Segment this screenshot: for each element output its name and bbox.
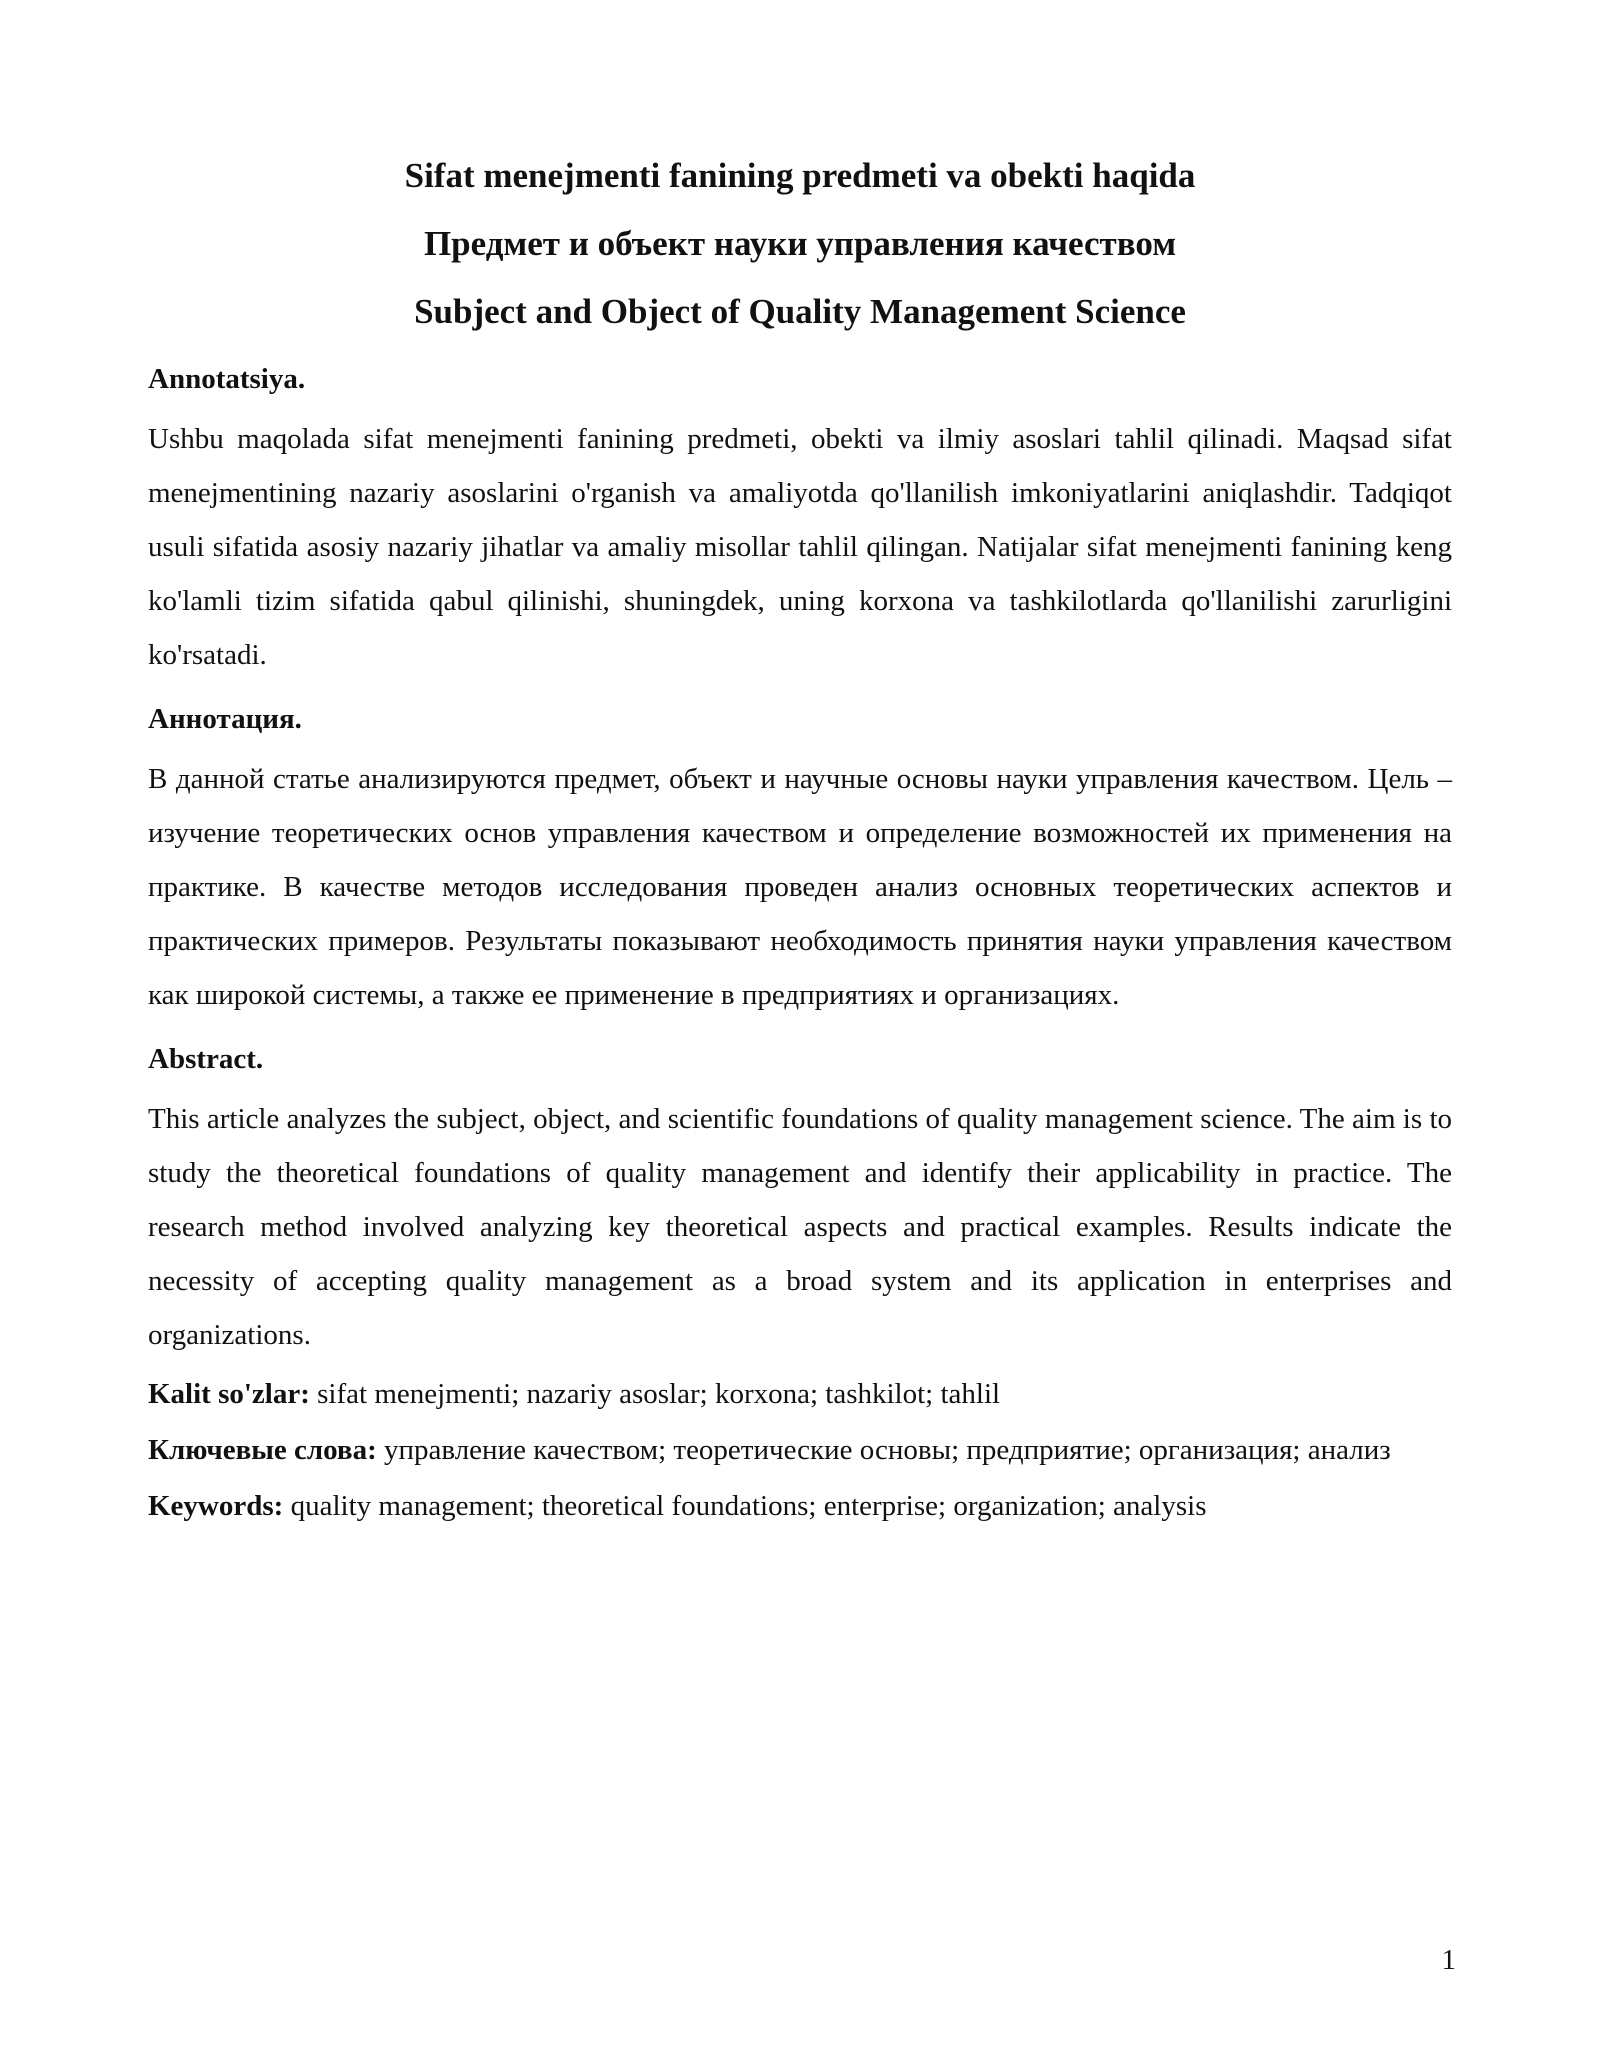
keywords-text-english: quality management; theoretical foundations; enterprise; organization; analysis (283, 1490, 1207, 1522)
keywords-label-russian: Ключевые слова: (148, 1434, 377, 1466)
abstract-text-uzbek: Ushbu maqolada sifat menejmenti fanining predmeti, obekti va ilmiy asoslari tahlil qilinadi. Maqsad sifat menejmentining nazariy asoslarini o'rganish va amaliyotda qo'llanilish imkoniyatlarini aniqlashdir. Tadqiqot usuli sifatida asosiy nazariy jihatlar va amaliy misollar tahlil qilingan. Natijalar sifat menejmenti fanining keng ko'lamli tizim sifatida qabul qilinishi, shuningdek, uning korxona va tashkilotlarda qo'llanilishi zarurligini ko'rsatadi. (148, 423, 1452, 671)
keywords-text-russian: управление качеством; теоретические основы; предприятие; организация; анализ (376, 1434, 1391, 1466)
keywords-label-english: Keywords: (148, 1490, 284, 1522)
keywords-russian (148, 1422, 1452, 1478)
keywords-english (148, 1478, 1452, 1534)
abstract-heading-english: Abstract. (148, 1043, 264, 1075)
title-english: Subject and Object of Quality Management Science (414, 292, 1186, 331)
keywords-label-uzbek: Kalit so'zlar: (148, 1378, 310, 1410)
keywords-text-uzbek: sifat menejmenti; nazariy asoslar; korxona; tashkilot; tahlil (309, 1378, 1001, 1410)
article-front-matter (148, 142, 1452, 1534)
abstract-heading-uzbek: Annotatsiya. (148, 363, 306, 395)
abstract-text-english: This article analyzes the subject, object, and scientific foundations of quality management science. The aim is to study the theoretical foundations of quality management and identify their applicability in practice. The research method involved analyzing key theoretical aspects and practical examples. Results indicate the necessity of accepting quality management as a broad system and its application in enterprises and organizations. (148, 1103, 1452, 1351)
abstract-text-russian: В данной статье анализируются предмет, объект и научные основы науки управления качеством. Цель – изучение теоретических основ управления качеством и определение возможностей их применения на практике. В качестве методов исследования проведен анализ основных теоретических аспектов и практических примеров. Результаты показывают необходимость принятия науки управления качеством как широкой системы, а также ее применение в предприятиях и организациях. (148, 763, 1452, 1011)
keywords-uzbek (148, 1366, 1452, 1422)
page-number: 1 (1441, 1944, 1456, 1976)
abstract-heading-russian: Аннотация. (148, 703, 302, 735)
title-uzbek: Sifat menejmenti fanining predmeti va obekti haqida (404, 156, 1196, 195)
title-russian: Предмет и объект науки управления качеством (423, 224, 1177, 263)
